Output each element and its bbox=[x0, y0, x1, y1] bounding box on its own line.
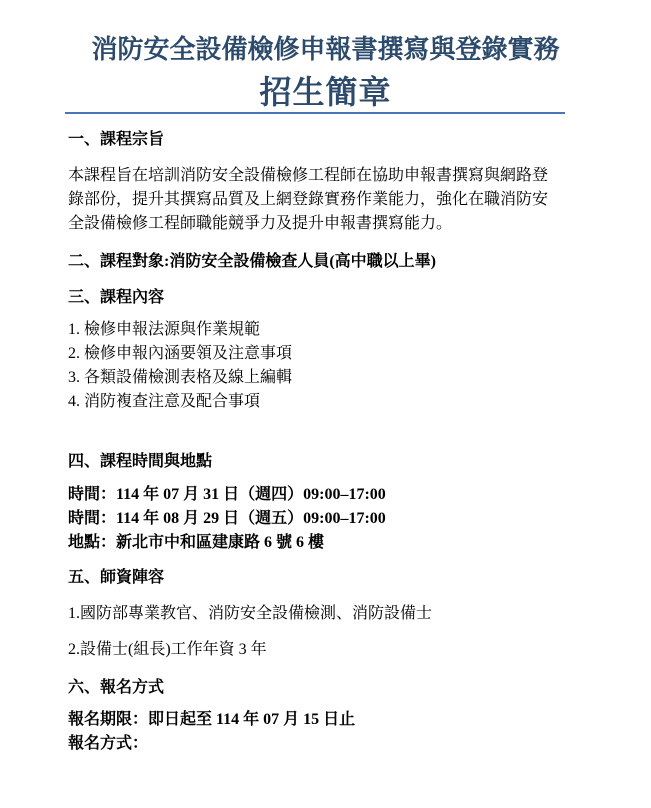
section-purpose-body: 本課程旨在培訓消防安全設備檢修工程師在協助申報書撰寫與網路登錄部份，提升其撰寫品質及上網登錄實務作業能力，強化在職消防安全設備檢修工程師職能競爭力及提升申報書撰寫能力。 bbox=[68, 167, 549, 232]
registration-deadline: 報名期限：即日起至 114 年 07 月 15 日止 bbox=[68, 711, 356, 728]
schedule-time-1: 時間：114 年 07 月 31 日（週四）09:00–17:00 bbox=[68, 486, 386, 503]
document-title: 消防安全設備檢修申報書撰寫與登錄實務 bbox=[91, 35, 560, 64]
list-item: 2. 檢修申報內涵要領及注意事項 bbox=[68, 345, 293, 362]
registration-method: 報名方式： bbox=[68, 735, 149, 752]
list-item: 4. 消防複查注意及配合事項 bbox=[68, 393, 261, 410]
section-schedule-heading: 四、課程時間與地點 bbox=[68, 453, 213, 470]
list-item: 3. 各類設備檢測表格及線上編輯 bbox=[68, 369, 293, 386]
section-audience-value: 消防安全設備檢查人員(高中職以上畢) bbox=[169, 253, 437, 270]
title-underline bbox=[65, 112, 565, 114]
section-purpose-heading: 一、課程宗旨 bbox=[68, 131, 165, 148]
section-registration-lines bbox=[68, 708, 355, 756]
section-content-heading: 三、課程內容 bbox=[68, 289, 165, 306]
section-audience-heading: 二、課程對象: bbox=[68, 253, 170, 270]
section-content-list bbox=[68, 318, 292, 414]
list-item: 2.設備士(組長)工作年資 3 年 bbox=[68, 641, 267, 658]
section-registration-heading: 六、報名方式 bbox=[68, 679, 165, 696]
list-item: 1. 檢修申報法源與作業規範 bbox=[68, 321, 261, 338]
document-subtitle: 招生簡章 bbox=[259, 74, 392, 110]
section-instructors-heading: 五、師資陣容 bbox=[68, 569, 165, 586]
schedule-location: 地點：新北市中和區建康路 6 號 6 樓 bbox=[68, 534, 325, 551]
list-item: 1.國防部專業教官、消防安全設備檢測、消防設備士 bbox=[68, 605, 433, 622]
section-audience bbox=[68, 250, 436, 274]
schedule-time-2: 時間：114 年 08 月 29 日（週五）09:00–17:00 bbox=[68, 510, 386, 527]
section-schedule-lines bbox=[68, 483, 386, 555]
section-instructors-list bbox=[68, 602, 432, 674]
